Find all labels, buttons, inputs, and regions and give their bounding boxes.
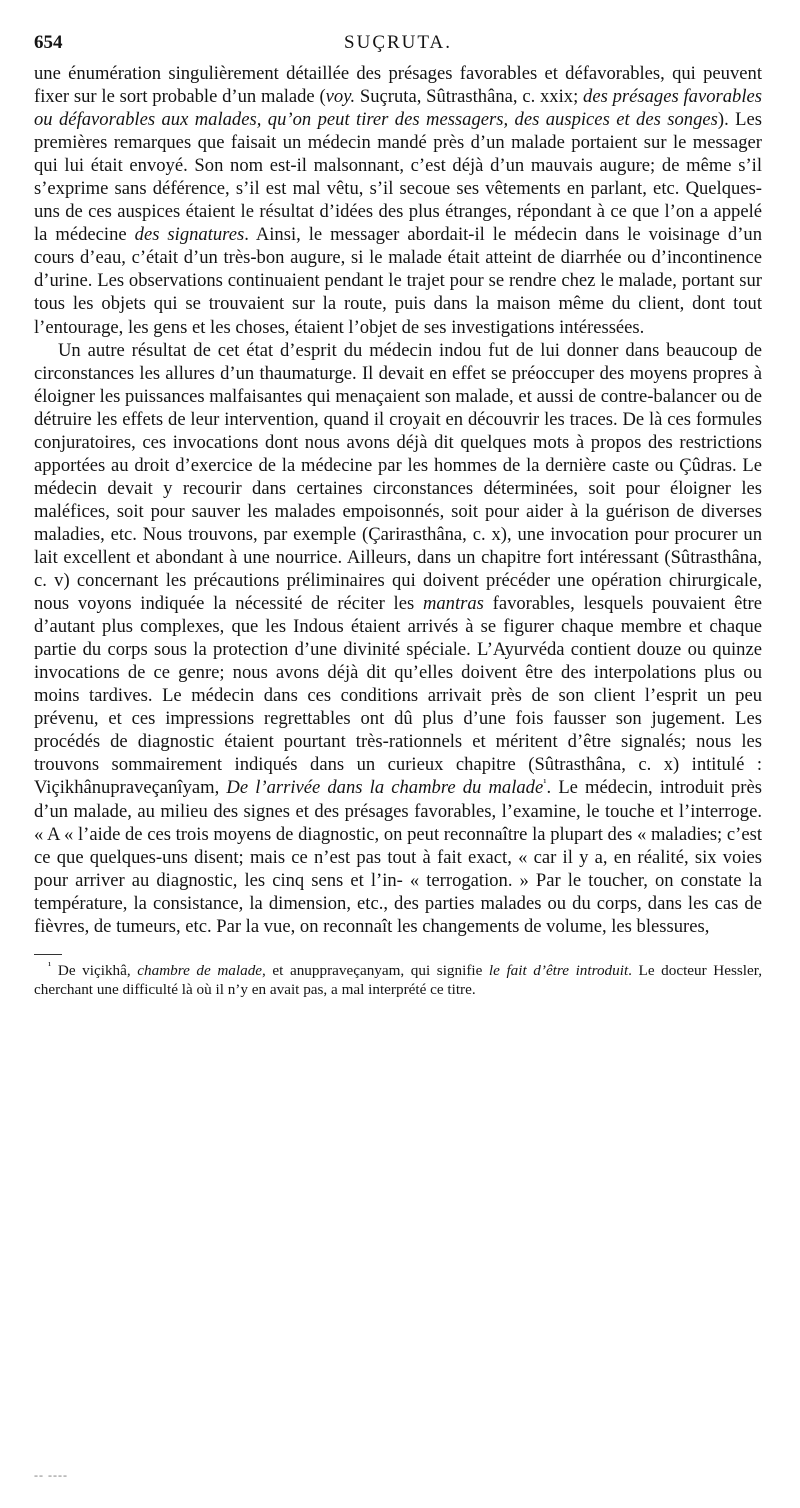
text-run: . Le docteur Hessler, cherchant une difficulté là où il n’y en avait pas, a mal interprété ce titre.: [34, 961, 762, 998]
footnote-marker: ¹: [48, 959, 52, 972]
page-bottom-marks: -- ----: [34, 1468, 68, 1482]
italic-text: des signatures: [134, 224, 245, 246]
page-header: [34, 28, 762, 62]
document-page: [34, 0, 762, 999]
paragraph-thaumaturge: [34, 339, 762, 938]
running-title: SUÇRUTA.: [344, 32, 452, 53]
footnote-text: [34, 959, 762, 998]
footnote-divider: [34, 954, 62, 955]
text-run: Suçruta, Sûtrasthâna, c. xxix;: [355, 86, 584, 108]
paragraph-presages: [34, 62, 762, 339]
text-run: , et anuppraveçanyam, qui signifie: [262, 961, 489, 979]
body-text: [34, 62, 762, 938]
text-run: . Le médecin, introduit près d’un malade, au milieu des signes et des présages favorables, l’examine, le touche et l’interroge. « A « l’aide de ces trois moyens de diagnostic, on peut reconnaître la plupart des « maladies; c’est ce que quelques-uns disent; mais ce n’est pas tout à fait exact, « car il y a, en réalité, six voies pour arriver au diagnostic, les cinq sens et l’in- « terrogation. » Par le toucher, on constate la température, la consistance, la dimension, etc., des parties malades ou du corps, dans les cas de fièvres, de tumeurs, etc. Par la vue, on reconnaît les changements de volume, les blessures,: [34, 777, 762, 937]
page-number: 654: [34, 32, 63, 53]
text-run: une énumération singulièrement détaillée des présages favorables et défavorables, qui peuvent fixer sur le sort probable d’un malade (: [34, 63, 762, 108]
text-run: Un autre résultat de cet état d’esprit du médecin indou fut de lui donner dans beaucoup de circonstances les allures d’un thaumaturge. Il devait en effet se préoccuper des moyens propres à éloigner les puissances malfaisantes qui menaçaient son malade, et aussi de contre-balancer ou de détruire les effets de leur intervention, quand il croyait en découvrir les traces. De là ces formules conjuratoires, ces invocations dont nous avons déjà dit quelques mots à propos des restrictions apportées au droit d’exercice de la médecine par les hommes de la dernière caste ou Çûdras. Le médecin devait y recourir dans certaines circonstances déterminées, soit pour éloigner les maléfices, soit pour sauver les malades empoisonnés, soit pour aider à la guérison de diverses maladies, etc. Nous trouvons, par exemple (Çarirasthâna, c. x), une invocation pour procurer un lait excellent et abondant à une nourrice. Ailleurs, dans un chapitre fort intéressant (Sûtrasthâna, c. v) concernant les précautions préliminaires qui doivent précéder une opération chirurgicale, nous voyons indiquée la nécessité de réciter les: [34, 339, 762, 615]
text-run: favorables, lesquels pouvaient être d’autant plus complexes, que les Indous étaient arrivés à se figurer chaque membre et chaque partie du corps sous la protection d’une divinité spéciale. L’Ayurvéda contient douze ou quinze invocations de ce genre; nous avons déjà dit qu’elles doivent être des interpolations plus ou moins tardives. Le médecin dans ces conditions arrivait près de son client l’esprit un peu prévenu, et ces impressions regrettables ont dû plus d’une fois fausser son jugement. Les procédés de diagnostic étaient pourtant très-rationnels et méritent d’être signalés; nous les trouvons sommairement indiqués dans un curieux chapitre (Sûtrasthâna, c. x) intitulé : Viçikhânupraveçanîyam,: [34, 593, 762, 799]
footnote-reference: ¹: [543, 777, 547, 790]
italic-text: le fait d’être introduit: [488, 961, 629, 979]
text-run: ). Les premières remarques que faisait un médecin mandé près d’un malade portaient sur le messager qui lui était envoyé. Son nom est-il malsonnant, c’est déjà d’un mauvais augure; de même s’il s’exprime sans déférence, s’il est mal vêtu, s’il secoue ses vêtements en parlant, etc. Quelques-uns de ces auspices étaient le résultat d’idées des plus étranges, répondant à ce que l’on a appelé la médecine: [34, 109, 762, 246]
italic-text: des présages favorables ou défavorables aux malades, qu’on peut tirer des messagers, des auspices et des songes: [34, 86, 762, 131]
italic-text: chambre de malade: [137, 961, 263, 979]
footnote: [34, 961, 762, 999]
text-run: . Ainsi, le messager abordait-il le médecin dans le voisinage d’un cours d’eau, c’était d’un très-bon augure, si le malade était atteint de diarrhée ou d’incontinence d’urine. Les observations continuaient pendant le trajet pour se rendre chez le malade, portant sur tous les objets qui se trouvaient sur la route, puis dans la maison même du client, dont tout l’entourage, les gens et les choses, étaient l’objet de ses investigations intéressées.: [34, 224, 762, 338]
text-run: De viçikhâ,: [51, 961, 138, 979]
italic-text: De l’arrivée dans la chambre du malade: [226, 777, 544, 799]
italic-text: mantras: [422, 593, 484, 615]
italic-text: voy.: [325, 86, 356, 108]
